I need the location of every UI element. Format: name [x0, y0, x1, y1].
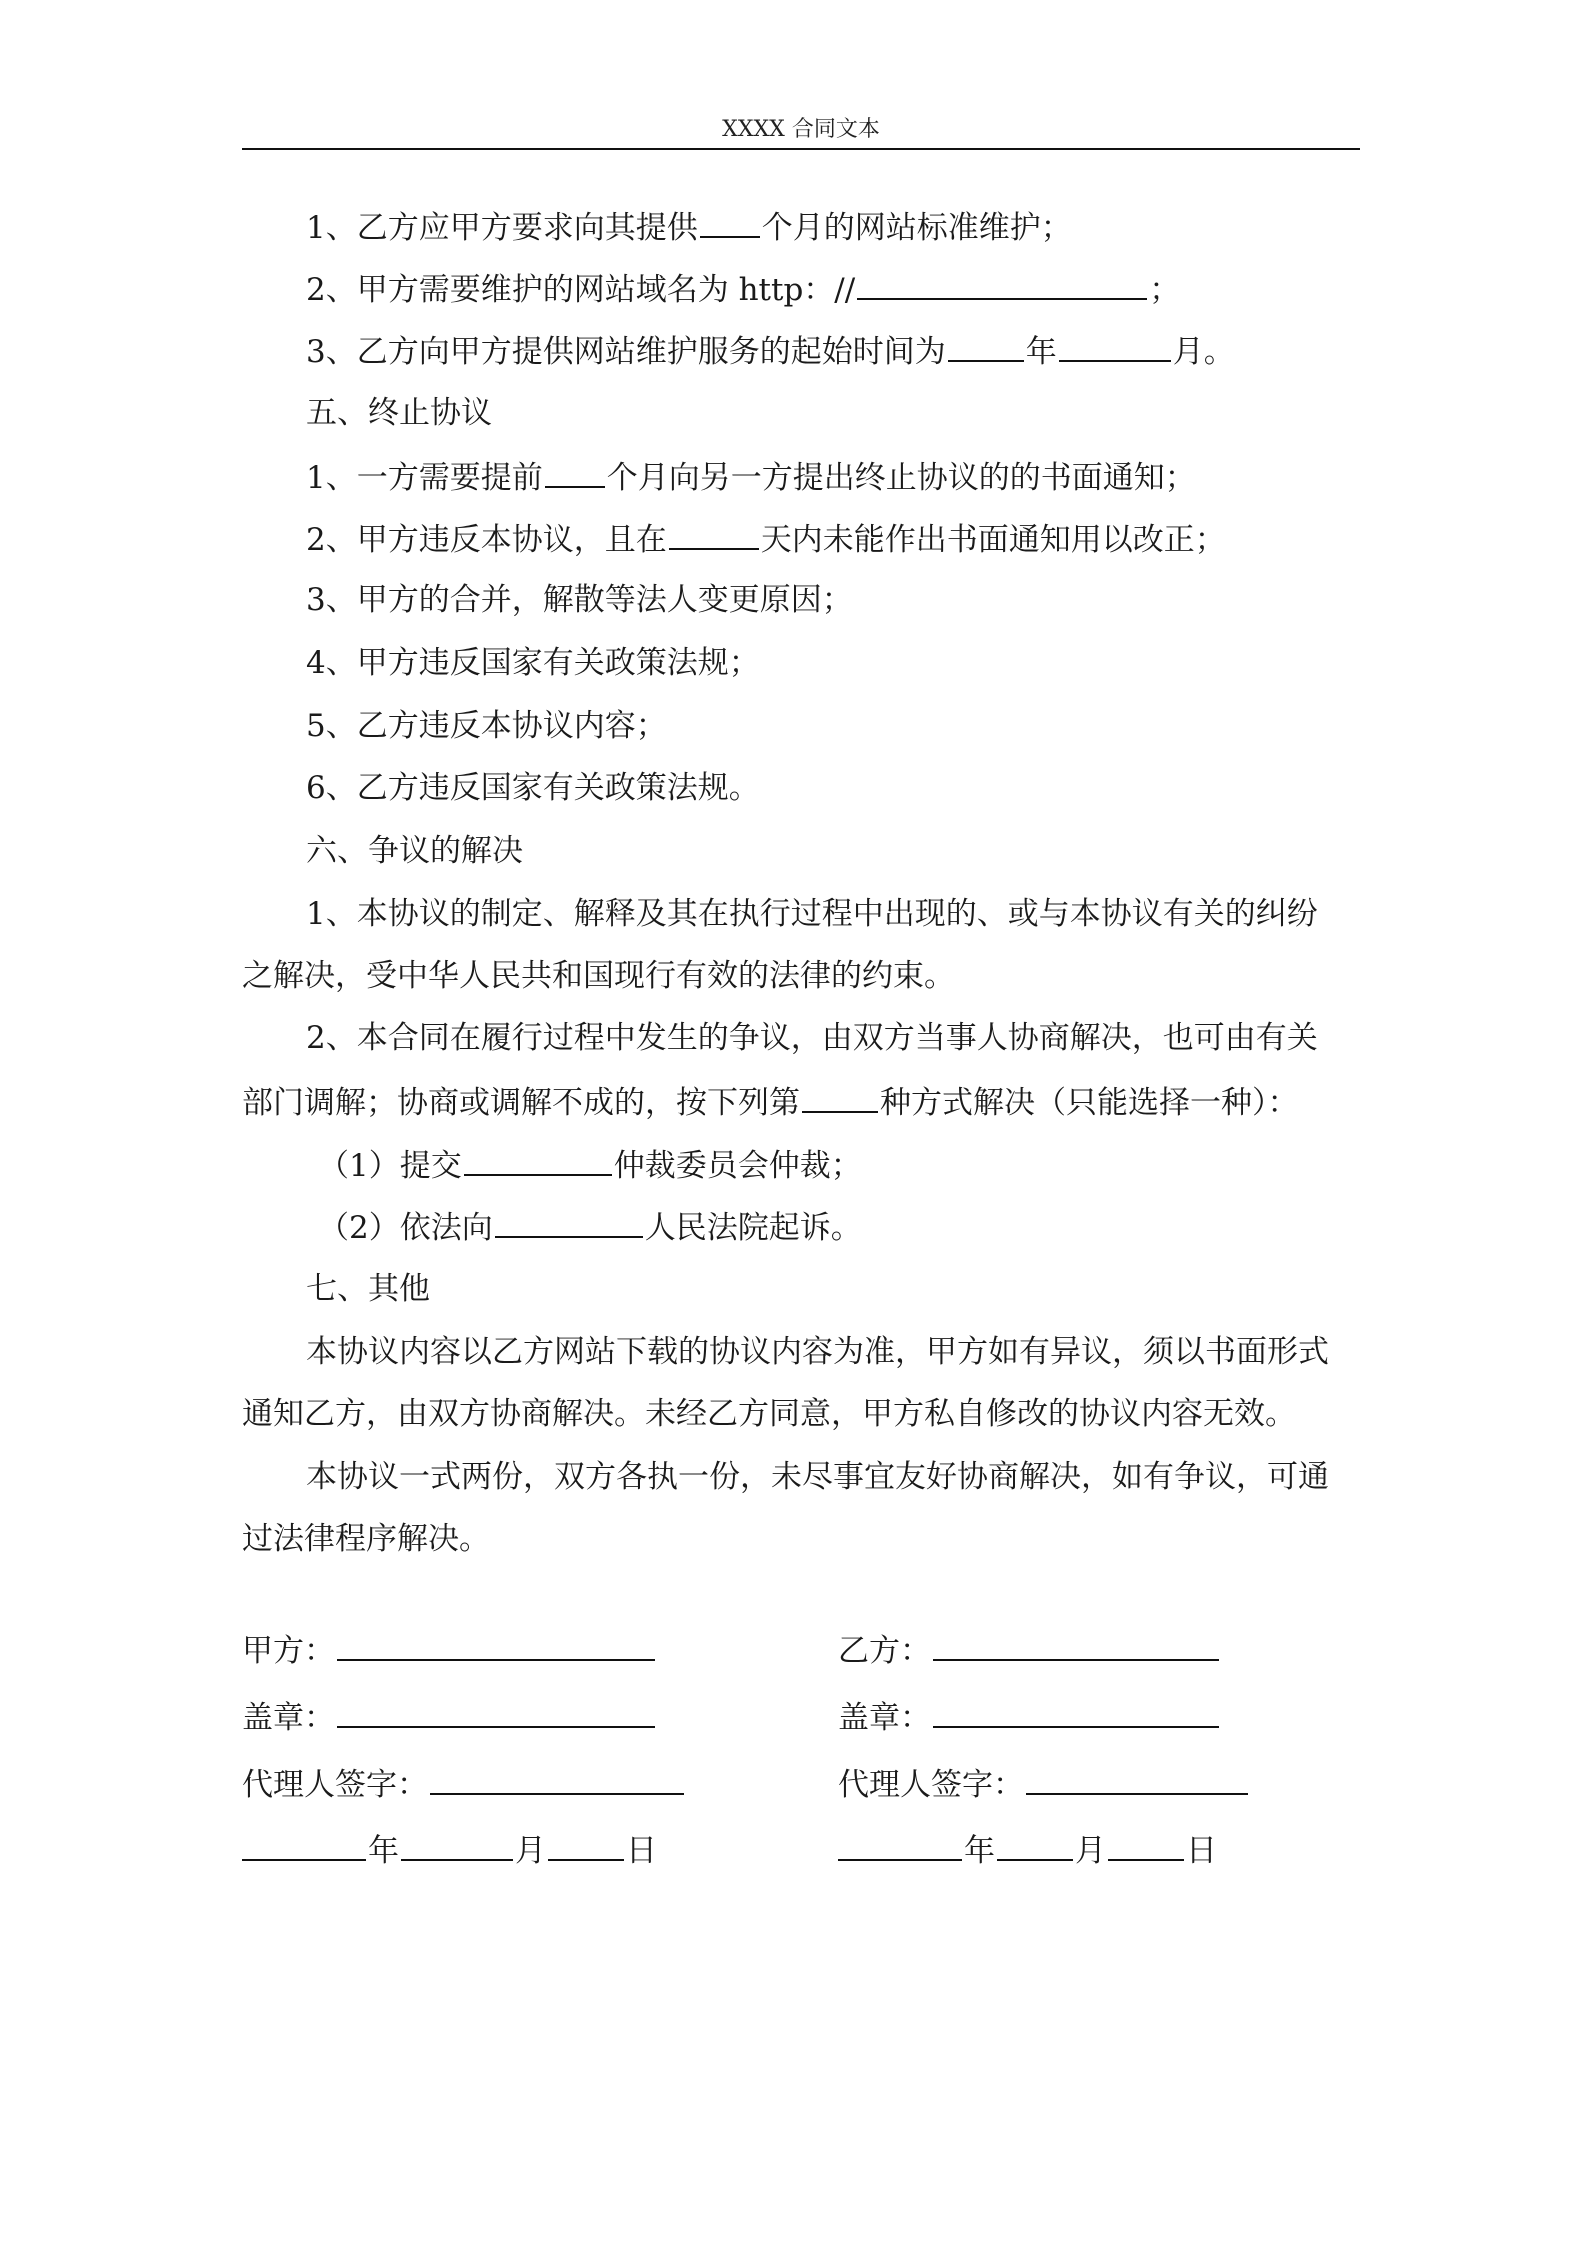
- clause-text: 2、甲方需要维护的网站域名为 http：//: [306, 272, 856, 308]
- clause-6-1-line2: 之解决，受中华人民共和国现行有效的法律的约束。: [242, 958, 955, 994]
- month-label: 月: [515, 1833, 546, 1869]
- party-b-agent-blank[interactable]: [1026, 1763, 1248, 1795]
- clause-7-2-line2: 过法律程序解决。: [242, 1521, 490, 1557]
- clause-4-2: [242, 268, 1360, 308]
- party-b-label: 乙方：: [838, 1633, 931, 1669]
- clause-text: 种方式解决（只能选择一种）：: [880, 1085, 1299, 1121]
- party-a-year-blank[interactable]: [242, 1829, 366, 1861]
- clause-text: 个月向另一方提出终止协议的的书面通知；: [606, 460, 1196, 496]
- header-divider: [242, 148, 1360, 150]
- year-label: 年: [964, 1833, 995, 1869]
- clause-text: 2、甲方违反本协议，且在: [306, 522, 667, 558]
- clause-text: 3、乙方向甲方提供网站维护服务的起始时间为: [306, 334, 946, 370]
- notice-months-blank[interactable]: [545, 456, 605, 488]
- party-a-seal-label: 盖章：: [242, 1700, 335, 1736]
- domain-blank[interactable]: [857, 268, 1147, 300]
- clause-5-5: 5、乙方违反本协议内容；: [306, 708, 667, 744]
- party-b-year-blank[interactable]: [838, 1829, 962, 1861]
- section-7-heading: 七、其他: [306, 1271, 430, 1307]
- clause-text: 月。: [1172, 334, 1235, 370]
- party-b-date-line: [838, 1829, 1217, 1869]
- party-a-agent-label: 代理人签字：: [242, 1767, 428, 1803]
- year-label: 年: [368, 1833, 399, 1869]
- clause-5-4: 4、甲方违反国家有关政策法规；: [306, 645, 760, 681]
- clause-4-3: [242, 330, 1360, 370]
- party-a-day-blank[interactable]: [548, 1829, 624, 1861]
- clause-7-1-line2: 通知乙方，由双方协商解决。未经乙方同意，甲方私自修改的协议内容无效。: [242, 1396, 1296, 1432]
- party-a-seal-blank[interactable]: [337, 1696, 655, 1728]
- clause-text: 1、乙方应甲方要求向其提供: [306, 210, 698, 246]
- party-a-agent-line: [242, 1763, 686, 1803]
- method-blank[interactable]: [802, 1081, 878, 1113]
- days-blank[interactable]: [669, 518, 759, 550]
- clause-text: 1、一方需要提前: [306, 460, 543, 496]
- party-b-seal-blank[interactable]: [933, 1696, 1219, 1728]
- option-1: [242, 1144, 1360, 1184]
- party-b-day-blank[interactable]: [1108, 1829, 1184, 1861]
- option-text: 仲裁委员会仲裁；: [613, 1148, 862, 1184]
- party-a-line: [242, 1629, 657, 1669]
- party-b-agent-line: [838, 1763, 1250, 1803]
- party-b-line: [838, 1629, 1221, 1669]
- clause-5-3: 3、甲方的合并，解散等法人变更原因；: [306, 582, 853, 618]
- party-a-seal-line: [242, 1696, 657, 1736]
- clause-text: ；: [1149, 272, 1181, 308]
- party-b-month-blank[interactable]: [997, 1829, 1073, 1861]
- party-b-seal-line: [838, 1696, 1221, 1736]
- section-5-heading: 五、终止协议: [306, 395, 492, 431]
- start-month-blank[interactable]: [1059, 330, 1171, 362]
- day-label: 日: [1186, 1833, 1217, 1869]
- court-blank[interactable]: [495, 1206, 643, 1238]
- day-label: 日: [626, 1833, 657, 1869]
- party-a-label: 甲方：: [242, 1633, 335, 1669]
- section-6-heading: 六、争议的解决: [306, 833, 523, 869]
- party-a-agent-blank[interactable]: [430, 1763, 684, 1795]
- option-text: 人民法院起诉。: [644, 1210, 862, 1246]
- clause-4-1: [242, 206, 1360, 246]
- party-b-blank[interactable]: [933, 1629, 1219, 1661]
- clause-5-6: 6、乙方违反国家有关政策法规。: [306, 770, 760, 806]
- clause-text: 部门调解；协商或调解不成的，按下列第: [242, 1085, 800, 1121]
- party-b-agent-label: 代理人签字：: [838, 1767, 1024, 1803]
- clause-7-1-line1: 本协议内容以乙方网站下载的协议内容为准，甲方如有异议，须以书面形式: [306, 1334, 1329, 1370]
- party-a-month-blank[interactable]: [401, 1829, 513, 1861]
- clause-5-2: [242, 518, 1360, 558]
- option-text: （1）提交: [318, 1148, 462, 1184]
- party-a-date-line: [242, 1829, 657, 1869]
- option-2: [242, 1206, 1360, 1246]
- clause-text: 年: [1025, 334, 1057, 370]
- party-a-blank[interactable]: [337, 1629, 655, 1661]
- page-header: XXXX 合同文本: [722, 117, 880, 142]
- clause-7-2-line1: 本协议一式两份，双方各执一份，未尽事宜友好协商解决，如有争议，可通: [306, 1459, 1329, 1495]
- clause-text: 天内未能作出书面通知用以改正；: [760, 522, 1226, 558]
- start-year-blank[interactable]: [948, 330, 1024, 362]
- option-text: （2）依法向: [318, 1210, 493, 1246]
- clause-text: 个月的网站标准维护；: [761, 210, 1072, 246]
- clause-6-2-line1: 2、本合同在履行过程中发生的争议，由双方当事人协商解决，也可由有关: [306, 1020, 1318, 1056]
- month-label: 月: [1075, 1833, 1106, 1869]
- party-b-seal-label: 盖章：: [838, 1700, 931, 1736]
- months-blank[interactable]: [700, 206, 760, 238]
- arbitration-blank[interactable]: [464, 1144, 612, 1176]
- clause-6-2-line2: [242, 1081, 1360, 1121]
- clause-6-1-line1: 1、本协议的制定、解释及其在执行过程中出现的、或与本协议有关的纠纷: [306, 896, 1318, 932]
- clause-5-1: [242, 456, 1360, 496]
